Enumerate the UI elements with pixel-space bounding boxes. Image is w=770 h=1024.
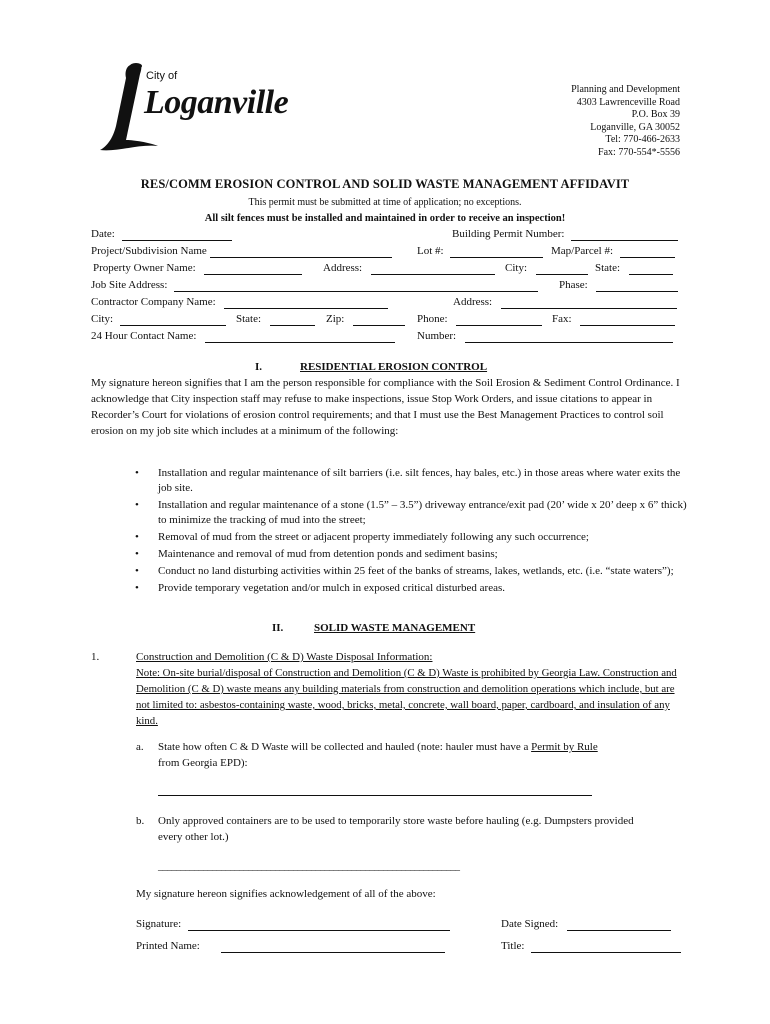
lot-line[interactable] [450,246,543,258]
city-line[interactable] [536,263,588,275]
section-1-paragraph: My signature hereon signifies that I am the person responsible for compliance with the Soil Erosion & Sediment Control Ordinance. I acknowledge that City inspection staff may refuse to make inspections, issue Stop Work Orders, and issue citations to appear in Recorder’s Court for violations of erosion control requirements; and that I must use the Best Management Practices to control soil erosion on my job site which includes at a minimum of the following: [91,377,680,437]
signature-field[interactable] [136,918,450,931]
date-line[interactable] [122,229,232,241]
logo-large-text: Loganville [144,84,289,121]
job-site-line[interactable] [174,280,538,292]
phase-label: Phase: [559,279,588,291]
phase-line[interactable] [596,280,678,292]
item-1-title: Construction and Demolition (C & D) Waste Disposal Information: [136,651,433,663]
list-item-text: Installation and regular maintenance of a stone (1.5” – 3.5”) driveway entrance/exit pad (20’ wide x 20’ deep x 6” thick) to minimize the tracking of mud into the street; [158,499,687,526]
section-2-heading: SOLID WASTE MANAGEMENT [314,622,476,634]
phase-field[interactable] [559,279,678,292]
contact-label: 24 Hour Contact Name: [91,330,197,342]
logo-small-text: City of [146,70,178,82]
address-line: 4303 Lawrenceville Road [576,96,680,108]
state-line[interactable] [629,263,673,275]
contractor-field[interactable] [91,296,388,309]
date-signed-line[interactable] [567,919,671,931]
date-label: Date: [91,228,115,240]
list-item [91,581,691,596]
list-item-text: Removal of mud from the street or adjacent property immediately following any such occurrence; [158,531,589,543]
title-line[interactable] [531,941,681,953]
project-line[interactable] [210,246,392,258]
state2-label: State: [236,313,262,325]
erosion-requirements-list [91,466,691,598]
zip-field[interactable] [326,313,405,326]
printed-name-field[interactable] [136,940,445,953]
list-item [91,530,691,545]
fax-field[interactable] [552,313,675,326]
owner-field[interactable] [93,262,302,275]
item-a-text-main: State how often C & D Waste will be collected and hauled (note: hauler must have a [158,741,529,753]
item-a-label: a. [136,741,144,753]
section-1-heading: RESIDENTIAL EROSION CONTROL [300,361,488,373]
bullet-icon: • [135,467,139,479]
phone-line[interactable] [456,314,542,326]
contractor-address-label: Address: [453,296,493,308]
signature-label: Signature: [136,918,182,930]
address-line: P.O. Box 39 [631,109,680,120]
owner-address-line[interactable] [371,263,495,275]
bullet-icon: • [135,531,139,543]
item-a-text-cont: from Georgia EPD): [158,757,248,769]
map-parcel-line[interactable] [620,246,675,258]
city2-line[interactable] [120,314,226,326]
list-item [91,564,691,579]
city-field[interactable] [505,262,588,275]
item-a-text [158,741,598,754]
list-item-text: Provide temporary vegetation and/or mulch in exposed critical disturbed areas. [158,582,505,594]
owner-line[interactable] [204,263,302,275]
owner-address-label: Address: [323,262,363,274]
page-title: RES/COMM EROSION CONTROL AND SOLID WASTE MANAGEMENT AFFIDAVIT [140,177,630,191]
printed-name-label: Printed Name: [136,940,200,952]
city2-field[interactable] [91,313,226,326]
contact-line[interactable] [205,331,395,343]
bullet-icon: • [135,565,139,577]
list-item-text: Conduct no land disturbing activities within 25 feet of the banks of streams, lakes, wetlands, etc. (i.e. “state waters”); [158,565,674,577]
list-item [91,466,691,496]
city-logo [98,60,318,155]
bullet-icon: • [135,582,139,594]
building-permit-line[interactable] [571,229,678,241]
phone-field[interactable] [417,313,542,326]
address-line: Tel: 770-466-2633 [605,134,680,145]
number-line[interactable] [465,331,673,343]
contractor-address-field[interactable] [453,296,677,309]
fax-label: Fax: [552,313,572,325]
owner-label: Property Owner Name: [93,262,196,274]
city-label: City: [505,262,528,274]
acknowledgement-text: My signature hereon signifies acknowledgement of all of the above: [136,888,436,900]
section-2-number: II. [272,622,284,634]
map-parcel-label: Map/Parcel #: [551,245,614,257]
lot-label: Lot #: [417,245,444,257]
date-signed-field[interactable] [501,918,671,931]
contractor-address-line[interactable] [501,297,677,309]
contractor-label: Contractor Company Name: [91,296,216,308]
section-1-number: I. [255,361,263,373]
item-1-number: 1. [91,651,100,663]
address-line: Planning and Development [571,84,680,95]
item-a-answer-line[interactable] [158,795,592,796]
list-item [91,547,691,562]
lot-field[interactable] [417,245,543,258]
address-line: Loganville, GA 30052 [590,121,680,133]
item-b-label: b. [136,815,145,827]
zip-label: Zip: [326,313,345,325]
building-permit-label: Building Permit Number: [452,228,565,240]
state-label: State: [595,262,621,274]
project-label: Project/Subdivision Name [91,245,207,257]
date-field[interactable] [91,228,232,241]
state2-line[interactable] [270,314,315,326]
state-field[interactable] [595,262,673,275]
building-permit-field[interactable] [452,228,678,241]
date-signed-label: Date Signed: [501,918,559,930]
owner-address-field[interactable] [323,262,495,275]
state2-field[interactable] [236,313,315,326]
map-parcel-field[interactable] [551,245,675,258]
job-site-field[interactable] [91,279,538,292]
number-label: Number: [417,330,457,342]
number-field[interactable] [417,330,673,343]
zip-line[interactable] [353,314,405,326]
phone-label: Phone: [417,313,448,325]
title-label: Title: [501,940,525,952]
signature-line[interactable] [188,919,450,931]
contact-field[interactable] [91,330,395,343]
list-item-text: Installation and regular maintenance of silt barriers (i.e. silt fences, hay bales, etc.) in those areas where water exits the job site. [158,467,681,494]
permit-by-rule-link[interactable]: Permit by Rule [531,741,598,753]
city2-label: City: [91,313,114,325]
title-field[interactable] [501,940,681,953]
job-site-label: Job Site Address: [91,279,168,291]
item-b-text: Only approved containers are to be used to temporarily store waste before hauling (e.g. Dumpsters provided every other lot.) [158,815,634,843]
subtitle: This permit must be submitted at time of application; no exceptions. [248,197,522,208]
inspection-notice: All silt fences must be installed and maintained in order to receive an inspection! [204,213,566,224]
list-item [91,498,691,528]
printed-name-line[interactable] [221,941,445,953]
address-line: Fax: 770-554*-5556 [598,146,680,158]
contractor-line[interactable] [224,297,388,309]
address-block [571,84,680,159]
item-b-answer-line[interactable]: ___________________________________________________________________ [158,861,460,872]
fax-line[interactable] [580,314,675,326]
bullet-icon: • [135,548,139,560]
list-item-text: Maintenance and removal of mud from detention ponds and sediment basins; [158,548,498,560]
bullet-icon: • [135,499,139,511]
project-field[interactable] [91,245,392,258]
cd-waste-note: Note: On-site burial/disposal of Construction and Demolition (C & D) Waste is prohibited by Georgia Law. Construction and Demolition (C & D) waste means any building materials from construction and demolition operations which include, but are not limited to: asbestos-containing waste, wood, bricks, metal, concrete, wall board, paper, cardboard, and insulation of any kind. [136,667,677,727]
